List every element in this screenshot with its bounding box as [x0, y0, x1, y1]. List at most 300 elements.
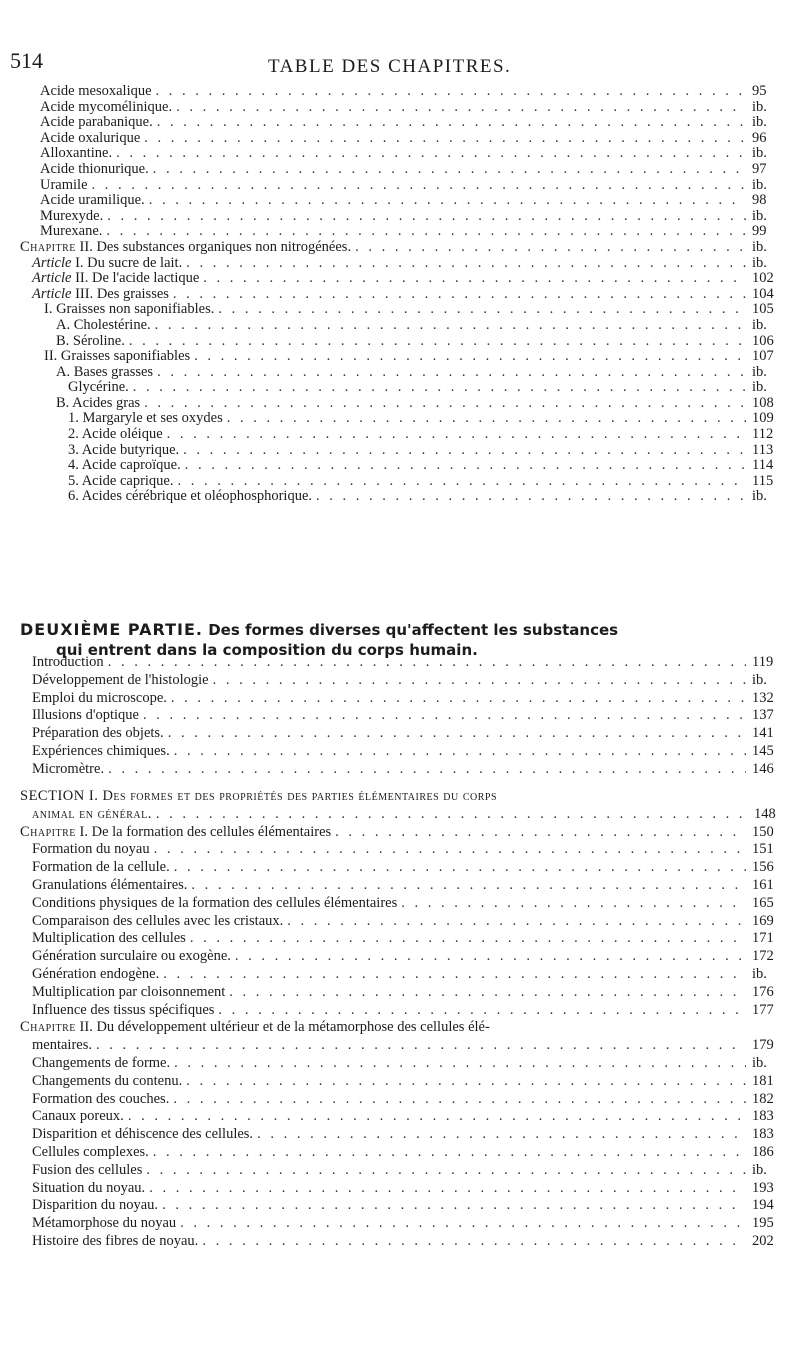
toc-entry-page: ib. — [752, 145, 767, 162]
chapter-lead: Chapitre — [20, 1019, 76, 1036]
toc-entry-page: ib. — [752, 316, 767, 333]
toc-entry-page: ib. — [752, 176, 767, 193]
toc-entry-page: 181 — [752, 1072, 774, 1089]
toc-entry-text: Micromètre. — [32, 760, 105, 777]
toc-entry-text: Disparition du noyau. — [32, 1197, 159, 1214]
leader-dots — [153, 162, 746, 178]
leader-dots — [203, 271, 746, 287]
toc-entry-title — [32, 1091, 169, 1109]
leader-dots — [143, 707, 746, 725]
toc-block-introduction — [0, 654, 800, 779]
toc-entry-title — [32, 725, 164, 743]
toc-entry-title — [32, 761, 104, 779]
toc-entry-page: 161 — [752, 876, 774, 893]
toc-entry-title — [32, 1233, 198, 1251]
toc-entry-text: A. Cholestérine. — [56, 316, 151, 333]
section-one-heading — [0, 788, 800, 806]
toc-entry-title — [40, 178, 88, 194]
toc-entry-text: I. Graisses non saponifiables. — [44, 301, 215, 318]
toc-entry-text: Illusions d'optique — [32, 707, 139, 724]
toc-entry — [0, 690, 800, 708]
toc-entry — [0, 458, 800, 474]
toc-entry-page: 97 — [752, 160, 767, 177]
toc-entry-title — [32, 672, 209, 690]
running-head: TABLE DES CHAPITRES. — [268, 56, 512, 77]
toc-entry-page: 105 — [752, 301, 774, 318]
toc-entry — [0, 100, 800, 116]
toc-entry-page: 113 — [752, 441, 774, 458]
toc-entry-title — [32, 1180, 145, 1198]
toc-entry — [0, 380, 800, 396]
leader-dots — [183, 443, 746, 459]
leader-dots — [133, 380, 746, 396]
toc-entry-text: Alloxantine. — [40, 145, 113, 162]
toc-entry — [0, 1019, 800, 1037]
toc-entry-page: ib. — [752, 238, 767, 255]
toc-entry-title — [56, 334, 125, 350]
toc-entry — [0, 654, 800, 672]
toc-entry — [0, 1144, 800, 1162]
section-title-line1: I. Des formes et des propriétés des parties élémentaires du corps — [84, 788, 498, 804]
toc-entry-text: Acide parabanique. — [40, 114, 153, 131]
toc-entry-text: Changements de forme. — [32, 1054, 171, 1071]
leader-dots — [229, 984, 746, 1002]
leader-dots — [155, 318, 746, 334]
toc-entry — [0, 824, 800, 842]
toc-entry-page: ib. — [752, 1054, 767, 1071]
toc-entry-text: 2. Acide oléique — [68, 426, 163, 443]
toc-entry — [0, 966, 800, 984]
toc-entry — [0, 1215, 800, 1233]
toc-entry-text: Préparation des objets. — [32, 725, 164, 742]
leader-dots — [194, 349, 746, 365]
toc-entry-page: 107 — [752, 348, 774, 365]
toc-entry-page: ib. — [752, 379, 767, 396]
toc-entry — [0, 1037, 800, 1055]
leader-dots — [156, 84, 746, 100]
toc-entry-text: 3. Acide butyrique. — [68, 441, 180, 458]
toc-entry-title — [32, 895, 397, 913]
page-number: 514 — [10, 48, 43, 73]
toc-entry-page: 114 — [752, 457, 774, 474]
toc-entry-page: ib. — [752, 254, 767, 271]
toc-entry — [0, 287, 800, 303]
toc-entry — [0, 859, 800, 877]
toc-entry-title — [32, 841, 150, 859]
leader-dots — [218, 1002, 746, 1020]
toc-entry-title — [68, 380, 129, 396]
toc-entry — [0, 411, 800, 427]
toc-entry-text: Introduction — [32, 654, 104, 670]
toc-entry-text: Glycérine. — [68, 379, 129, 396]
toc-entry-text: Canaux poreux. — [32, 1108, 124, 1125]
toc-entry-text: Fusion des cellules — [32, 1161, 143, 1178]
toc-entry — [0, 1162, 800, 1180]
toc-entry-text: Acide uramilique. — [40, 192, 145, 209]
toc-entry-title — [32, 707, 139, 725]
toc-entry — [0, 1091, 800, 1109]
leader-dots — [149, 1180, 746, 1198]
toc-entry-page: 119 — [752, 654, 774, 670]
toc-entry — [0, 948, 800, 966]
leader-dots — [128, 1108, 746, 1126]
toc-entry-page: ib. — [752, 488, 767, 505]
toc-entry — [0, 1126, 800, 1144]
toc-entry — [0, 240, 800, 256]
toc-entry-title — [32, 1197, 158, 1215]
toc-entry-title — [40, 146, 112, 162]
toc-entry-page: 183 — [752, 1108, 774, 1125]
toc-entry-title — [56, 396, 140, 412]
leader-dots — [227, 411, 746, 427]
leader-dots — [168, 725, 746, 743]
toc-entry-title — [44, 349, 190, 365]
toc-entry-title — [56, 318, 151, 334]
toc-entry-text: Uramile — [40, 176, 88, 193]
section-page: 148 — [754, 805, 776, 822]
toc-entry-title — [32, 984, 225, 1002]
leader-dots — [178, 474, 747, 490]
leader-dots — [186, 1073, 746, 1091]
toc-entry-page: 182 — [752, 1090, 774, 1107]
toc-entry-text: Situation du noyau. — [32, 1179, 146, 1196]
toc-entry-title — [40, 131, 140, 147]
leader-dots — [108, 654, 746, 672]
toc-entry — [0, 209, 800, 225]
leader-dots — [185, 458, 746, 474]
toc-entry-text: A. Bases grasses — [56, 363, 154, 380]
toc-entry-title — [32, 654, 104, 672]
toc-entry-title — [32, 1073, 182, 1091]
toc-entry-page: 102 — [752, 270, 774, 287]
toc-entry-page: 171 — [752, 930, 774, 947]
toc-entry-text: Murexyde. — [40, 207, 104, 224]
leader-dots — [149, 193, 746, 209]
part-two-title-line1: Des formes diverses qu'affectent les substances — [202, 621, 619, 639]
leader-dots — [157, 365, 746, 381]
part-two-title: DEUXIÈME PARTIE. — [20, 620, 203, 639]
toc-entry-text: Murexane. — [40, 223, 103, 240]
leader-dots — [257, 1126, 746, 1144]
toc-entry — [0, 743, 800, 761]
toc-entry — [0, 1055, 800, 1073]
toc-entry-text: Comparaison des cellules avec les cristaux. — [32, 912, 284, 929]
toc-entry-title — [32, 1108, 124, 1126]
toc-entry-page: 179 — [752, 1037, 774, 1054]
toc-entry-page: ib. — [752, 207, 767, 224]
chapter-lead: Chapitre — [20, 823, 76, 840]
toc-entry-page: 165 — [752, 894, 774, 911]
toc-entry — [0, 178, 800, 194]
toc-entry — [0, 162, 800, 178]
toc-entry-title — [40, 100, 172, 116]
article-lead: Article — [32, 285, 72, 302]
toc-entry-text: Conditions physiques de la formation des cellules élémentaires — [32, 894, 398, 911]
toc-entry — [0, 984, 800, 1002]
toc-entry-title — [32, 287, 169, 303]
toc-entry — [0, 1073, 800, 1091]
toc-entry-title — [40, 193, 145, 209]
toc-entry-page: ib. — [752, 114, 767, 131]
toc-entry-text: Acide mycomélinique. — [40, 98, 173, 115]
toc-entry — [0, 365, 800, 381]
toc-entry-title — [68, 411, 223, 427]
toc-entry-text: 4. Acide caproïque. — [68, 457, 181, 474]
toc-entry — [0, 84, 800, 100]
section-lead: SECTION — [20, 788, 85, 804]
toc-entry-title — [40, 84, 152, 100]
toc-entry — [0, 302, 800, 318]
toc-entry-title — [32, 1126, 253, 1144]
leader-dots — [144, 396, 746, 412]
leader-dots — [163, 966, 746, 984]
toc-entry-text: Formation du noyau — [32, 841, 150, 858]
leader-dots — [92, 178, 746, 194]
toc-entry-page: 172 — [752, 948, 774, 965]
toc-entry-title — [32, 743, 170, 761]
toc-entry-page: 183 — [752, 1126, 774, 1143]
leader-dots — [287, 913, 746, 931]
toc-entry-title — [68, 458, 181, 474]
toc-entry — [0, 1197, 800, 1215]
toc-entry — [0, 146, 800, 162]
leader-dots — [174, 859, 746, 877]
toc-entry-text: I. Du sucre de lait. — [71, 254, 183, 271]
toc-entry — [0, 913, 800, 931]
toc-entry-title — [32, 913, 283, 931]
leader-dots — [176, 100, 746, 116]
leader-dots — [153, 1144, 746, 1162]
toc-entry-title — [32, 1055, 170, 1073]
toc-entry — [0, 334, 800, 350]
leader-dots — [156, 806, 748, 824]
toc-entry-text: B. Séroline. — [56, 332, 125, 349]
leader-dots — [186, 256, 746, 272]
toc-entry — [0, 1002, 800, 1020]
toc-entry-text: 1. Margaryle et ses oxydes — [68, 410, 223, 427]
toc-entry — [0, 489, 800, 505]
toc-entry-text: II. Graisses saponifiables — [44, 348, 191, 365]
leader-dots — [167, 427, 746, 443]
toc-entry-text: 5. Acide caprique. — [68, 472, 174, 489]
leader-dots — [106, 224, 746, 240]
toc-entry — [0, 256, 800, 272]
leader-dots — [129, 334, 746, 350]
leader-dots — [174, 743, 746, 761]
toc-entry-text: Disparition et déhiscence des cellules. — [32, 1126, 254, 1143]
chapter-lead: Chapitre — [20, 238, 76, 255]
toc-entry-text: Génération endogène. — [32, 965, 160, 982]
toc-entry-page: 132 — [752, 689, 774, 706]
toc-entry-text: 6. Acides cérébrique et oléophosphorique. — [68, 488, 313, 505]
toc-entry-page: 112 — [752, 426, 774, 443]
toc-entry-page: 98 — [752, 192, 767, 209]
leader-dots — [355, 240, 746, 256]
leader-dots — [107, 209, 746, 225]
toc-entry-title — [68, 489, 312, 505]
toc-entry-page: ib. — [752, 98, 767, 115]
toc-entry — [0, 841, 800, 859]
toc-entry — [0, 224, 800, 240]
leader-dots — [146, 1162, 746, 1180]
toc-entry-text: Formation des couches. — [32, 1090, 170, 1107]
toc-entry-page: 109 — [752, 410, 774, 427]
leader-dots — [116, 146, 746, 162]
toc-entry — [0, 427, 800, 443]
toc-entry — [0, 895, 800, 913]
toc-entry — [0, 725, 800, 743]
toc-entry — [0, 474, 800, 490]
toc-entry-title — [40, 115, 153, 131]
section-title-line2: animal en général. — [32, 805, 152, 822]
toc-entry-page: 193 — [752, 1179, 774, 1196]
toc-entry-text: Génération surculaire ou exogène. — [32, 948, 231, 965]
toc-entry — [0, 443, 800, 459]
toc-entry-text: Développement de l'histologie — [32, 671, 209, 688]
toc-entry-text: II. De l'acide lactique — [71, 270, 200, 287]
toc-entry-page: 176 — [752, 983, 774, 1000]
toc-entry — [0, 1108, 800, 1126]
leader-dots — [173, 287, 746, 303]
toc-entry-text: I. De la formation des cellules élémentaires — [75, 823, 332, 840]
leader-dots — [174, 1055, 746, 1073]
toc-entry-page: ib. — [752, 363, 767, 380]
toc-entry-page: 137 — [752, 707, 774, 724]
toc-entry-text: Histoire des fibres de noyau. — [32, 1232, 199, 1249]
toc-entry-page: 96 — [752, 129, 767, 146]
toc-entry-text: Multiplication par cloisonnement — [32, 983, 226, 1000]
leader-dots — [173, 1091, 746, 1109]
toc-entry-title — [68, 443, 179, 459]
toc-block-section1 — [0, 788, 800, 1251]
article-lead: Article — [32, 254, 72, 271]
toc-entry-page: 106 — [752, 332, 774, 349]
leader-dots — [202, 1233, 746, 1251]
leader-dots — [154, 841, 746, 859]
leader-dots — [235, 948, 746, 966]
toc-entry — [0, 349, 800, 365]
toc-entry-page: 150 — [752, 823, 774, 840]
leader-dots — [401, 895, 746, 913]
toc-entry — [0, 193, 800, 209]
toc-entry-title — [32, 256, 182, 272]
part-two-title-line2: qui entrent dans la composition du corps humain. — [56, 641, 478, 659]
toc-entry-title — [40, 209, 103, 225]
toc-entry — [0, 761, 800, 779]
toc-entry-text: Influence des tissus spécifiques — [32, 1001, 215, 1018]
toc-entry — [0, 707, 800, 725]
toc-block-chemistry — [0, 84, 800, 505]
toc-entry-title — [32, 877, 187, 895]
toc-entry-title — [32, 859, 170, 877]
leader-dots — [108, 761, 746, 779]
leader-dots — [162, 1197, 746, 1215]
leader-dots — [316, 489, 746, 505]
toc-entry-text: Acide oxalurique — [40, 129, 141, 146]
toc-entry-title — [32, 690, 167, 708]
toc-entry — [0, 930, 800, 948]
leader-dots — [96, 1037, 746, 1055]
toc-entry-title — [32, 1215, 176, 1233]
toc-entry-page: 186 — [752, 1143, 774, 1160]
toc-entry-page: 115 — [752, 472, 774, 489]
toc-entry-page: 195 — [752, 1215, 774, 1232]
toc-entry-page: 104 — [752, 285, 774, 302]
toc-entry-title — [68, 427, 163, 443]
leader-dots — [157, 115, 746, 131]
toc-entry-title — [40, 224, 102, 240]
toc-entry-text: Emploi du microscope. — [32, 689, 167, 706]
toc-entry — [0, 396, 800, 412]
toc-entry-text: Expériences chimiques. — [32, 742, 170, 759]
toc-entry — [0, 1180, 800, 1198]
leader-dots — [171, 690, 746, 708]
toc-entry-page: 151 — [752, 841, 774, 858]
toc-entry-text: Formation de la cellule. — [32, 859, 170, 876]
toc-entry-text: II. Du développement ultérieur et de la métamorphose des cellules élé- — [75, 1019, 490, 1036]
leader-dots — [335, 824, 746, 842]
toc-entry-text: Cellules complexes. — [32, 1143, 149, 1160]
toc-entry-title — [40, 162, 149, 178]
toc-entry — [0, 271, 800, 287]
leader-dots — [213, 672, 746, 690]
article-lead: Article — [32, 270, 72, 287]
toc-entry-title — [32, 1002, 214, 1020]
toc-entry-page: ib. — [752, 671, 767, 688]
leader-dots — [191, 877, 746, 895]
toc-entry — [0, 877, 800, 895]
toc-entry-page: 202 — [752, 1232, 774, 1249]
toc-entry-text: Acide thionurique. — [40, 160, 149, 177]
toc-entry-page: ib. — [752, 1161, 767, 1178]
toc-entry — [0, 672, 800, 690]
toc-entry — [0, 1233, 800, 1251]
toc-block-chapters — [0, 824, 800, 1251]
toc-entry-title — [32, 1037, 92, 1055]
leader-dots — [180, 1215, 746, 1233]
toc-entry-page: 169 — [752, 912, 774, 929]
toc-entry-title — [56, 365, 153, 381]
toc-entry-title — [32, 271, 199, 287]
toc-entry-title — [68, 474, 174, 490]
toc-entry-text: B. Acides gras — [56, 394, 141, 411]
section-one-heading-cont — [0, 806, 800, 824]
toc-entry-page: 194 — [752, 1197, 774, 1214]
toc-entry — [0, 318, 800, 334]
toc-entry-title — [32, 1162, 142, 1180]
toc-entry-page: 99 — [752, 223, 767, 240]
toc-entry — [0, 131, 800, 147]
toc-entry-text: mentaires. — [32, 1037, 92, 1054]
leader-dots — [144, 131, 746, 147]
toc-entry-text: III. Des graisses — [71, 285, 169, 302]
toc-entry-text: Granulations élémentaires. — [32, 876, 188, 893]
toc-entry-text: Multiplication des cellules — [32, 930, 186, 947]
toc-entry-text: Métamorphose du noyau — [32, 1215, 177, 1232]
toc-entry-page: 141 — [752, 725, 774, 742]
toc-entry-page: 156 — [752, 859, 774, 876]
toc-entry-title — [32, 930, 186, 948]
toc-entry-page: 146 — [752, 760, 774, 777]
toc-entry-title — [32, 966, 159, 984]
toc-entry-title — [20, 824, 331, 842]
toc-entry-title — [44, 302, 214, 318]
toc-entry-page: 177 — [752, 1001, 774, 1018]
toc-entry-title — [32, 1144, 149, 1162]
toc-entry-title — [32, 948, 231, 966]
toc-entry-text: II. Des substances organiques non nitrogénées. — [75, 238, 352, 255]
toc-entry-page: 108 — [752, 394, 774, 411]
